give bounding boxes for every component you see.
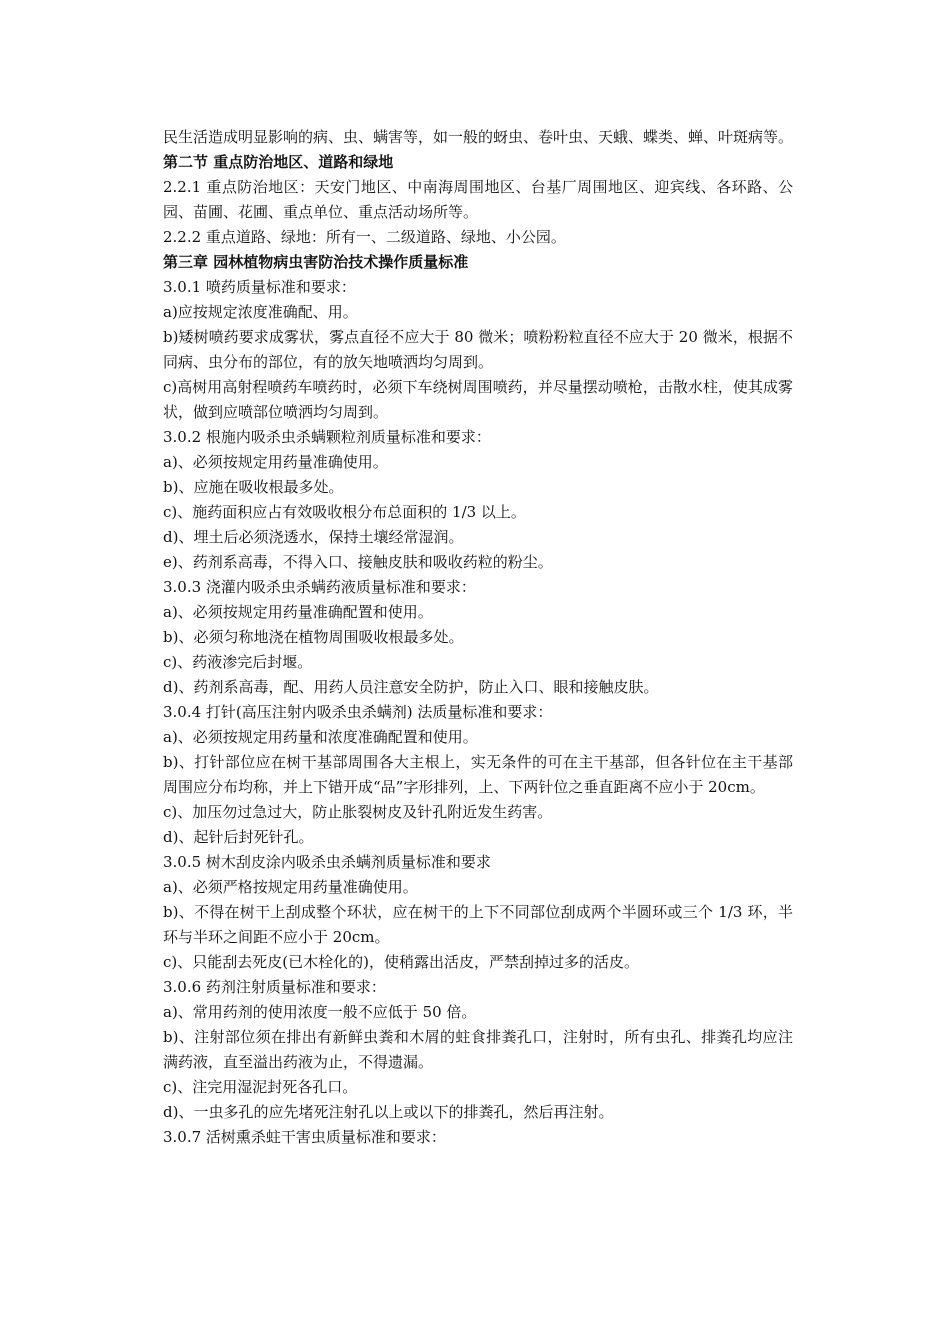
paragraph: b)矮树喷药要求成雾状，雾点直径不应大于 80 微米；喷粉粉粒直径不应大于 20 微米，根据不同病、虫分布的部位，有的放矢地喷洒均匀周到。 [163,328,793,371]
paragraph: a)、常用药剂的使用浓度一般不应低于 50 倍。 [163,1003,477,1021]
paragraph: a)、必须严格按规定用药量准确使用。 [163,878,418,896]
paragraph: a)、必须按规定用药量准确配置和使用。 [163,603,433,621]
paragraph: c)、药液渗完后封堰。 [163,653,313,671]
paragraph: a)应按规定浓度准确配、用。 [163,303,358,321]
paragraph: d)、起针后封死针孔。 [163,828,314,846]
paragraph: d)、埋土后必须浇透水，保持土壤经常湿润。 [163,528,464,546]
paragraph: c)、施药面积应占有效吸收根分布总面积的 1/3 以上。 [163,503,526,521]
paragraph: 3.0.3 浇灌内吸杀虫杀螨药液质量标准和要求： [163,578,476,596]
paragraph: 3.0.2 根施内吸杀虫杀螨颗粒剂质量标准和要求： [163,428,491,446]
paragraph: b)、不得在树干上刮成整个环状，应在树干的上下不同部位刮成两个半圆环或三个 1/3 环，半环与半环之间距不应小于 20cm。 [163,903,793,946]
paragraph: b)、注射部位须在排出有新鲜虫粪和木屑的蛀食排粪孔口，注射时，所有虫孔、排粪孔均应注满药液，直至溢出药液为止，不得遗漏。 [163,1028,793,1071]
paragraph: a)、必须按规定用药量和浓度准确配置和使用。 [163,728,478,746]
paragraph: 民生活造成明显影响的病、虫、螨害等，如一般的蚜虫、卷叶虫、天蛾、蝶类、蝉、叶斑病等。 [163,128,794,146]
paragraph: c)、注完用湿泥封死各孔口。 [163,1078,358,1096]
document-page [163,125,793,1150]
paragraph: 3.0.6 药剂注射质量标准和要求： [163,978,386,996]
paragraph: c)高树用高射程喷药车喷药时，必须下车绕树周围喷药，并尽量摆动喷枪，击散水柱，使其成雾状，做到应喷部位喷洒均匀周到。 [163,378,793,421]
paragraph: b)、打针部位应在树干基部周围各大主根上，实无条件的可在主干基部，但各针位在主干基部周围应分布均称，并上下错开成“品”字形排列，上、下两针位之垂直距离不应小于 20cm。 [163,753,793,796]
paragraph: 3.0.1 喷药质量标准和要求： [163,278,356,296]
paragraph: d)、药剂系高毒，配、用药人员注意安全防护，防止入口、眼和接触皮肤。 [163,678,659,696]
paragraph: b)、应施在吸收根最多处。 [163,478,344,496]
paragraph: 2.2.2 重点道路、绿地：所有一、二级道路、绿地、小公园。 [163,228,566,246]
section-heading: 第二节 重点防治地区、道路和绿地 [163,153,394,171]
paragraph: e)、药剂系高毒，不得入口、接触皮肤和吸收药粒的粉尘。 [163,553,553,571]
paragraph: b)、必须匀称地浇在植物周围吸收根最多处。 [163,628,464,646]
paragraph: c)、加压勿过急过大，防止胀裂树皮及针孔附近发生药害。 [163,803,553,821]
paragraph: a)、必须按规定用药量准确使用。 [163,453,388,471]
paragraph: 3.0.4 打针(高压注射内吸杀虫杀螨剂) 法质量标准和要求： [163,703,553,721]
paragraph: 3.0.5 树木刮皮涂内吸杀虫杀螨剂质量标准和要求 [163,853,491,871]
paragraph: 3.0.7 活树熏杀蛀干害虫质量标准和要求： [163,1128,446,1146]
paragraph: c)、只能刮去死皮(已木栓化的)，使稍露出活皮，严禁刮掉过多的活皮。 [163,953,639,971]
section-heading: 第三章 园林植物病虫害防治技术操作质量标准 [163,253,469,271]
paragraph: d)、一虫多孔的应先堵死注射孔以上或以下的排粪孔，然后再注射。 [163,1103,614,1121]
paragraph: 2.2.1 重点防治地区：天安门地区、中南海周围地区、台基厂周围地区、迎宾线、各环路、公园、苗圃、花圃、重点单位、重点活动场所等。 [163,178,793,221]
